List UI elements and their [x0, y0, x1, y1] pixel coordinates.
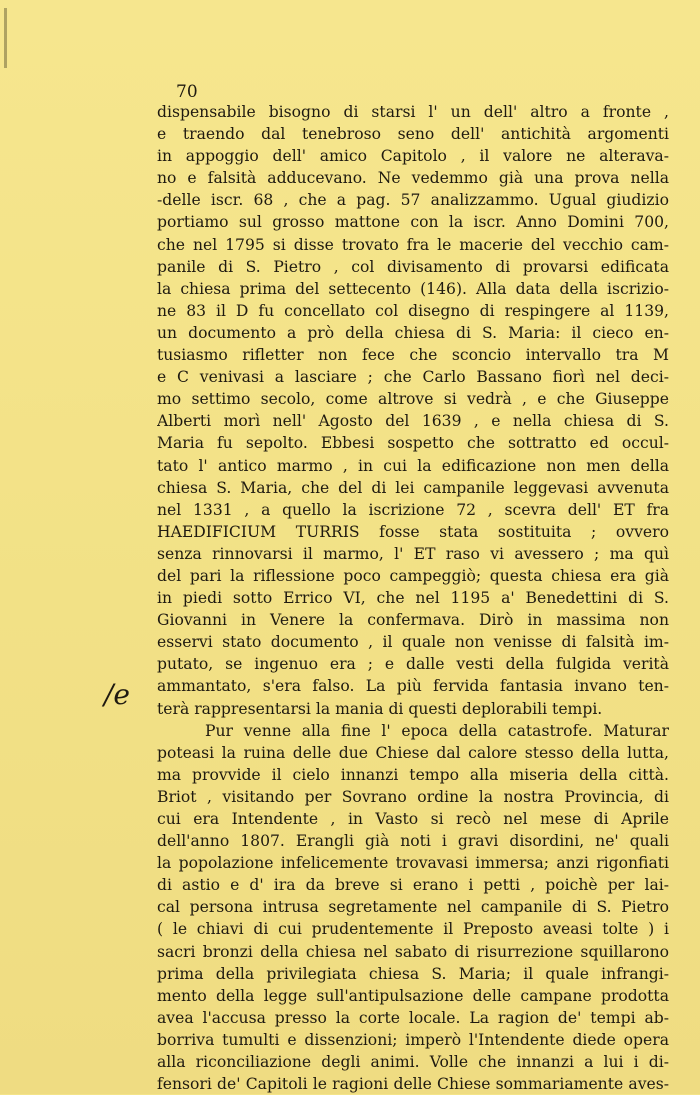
text-line: sacri bronzi della chiesa nel sabato di risurrezione squillarono	[157, 942, 669, 961]
text-line: putato, se ingenuo era ; e dalle vesti della fulgida verità	[157, 655, 669, 674]
text-line: fensori de' Capitoli le ragioni delle Chiese sommariamente aves-	[157, 1075, 669, 1094]
text-line: nel 1331 , a quello la iscrizione 72 , scevra dell' ET fra	[157, 500, 669, 519]
text-line: e C venivasi a lasciare ; che Carlo Bassano fiorì nel deci-	[157, 368, 669, 387]
text-line: tato l' antico marmo , in cui la edificazione non men della	[157, 456, 669, 475]
text-line: panile di S. Pietro , col divisamento di provarsi edificata	[157, 257, 669, 276]
text-line: portiamo sul grosso mattone con la iscr. Anno Domini 700,	[157, 213, 669, 232]
text-line: in appoggio dell' amico Capitolo , il valore ne alterava-	[157, 147, 669, 166]
text-line: Pur venne alla fine l' epoca della catastrofe. Maturar	[205, 721, 669, 740]
text-line: poteasi la ruina delle due Chiese dal calore stesso della lutta,	[157, 743, 669, 762]
text-line: prima della privilegiata chiesa S. Maria; il quale infrangi-	[157, 964, 669, 983]
text-line: no e falsità adducevano. Ne vedemmo già una prova nella	[157, 169, 669, 188]
page-edge-mark	[4, 8, 7, 68]
text-line: tusiasmo rifletter non fece che sconcio intervallo tra M	[157, 346, 669, 365]
text-line: che nel 1795 si disse trovato fra le macerie del vecchio cam-	[157, 235, 669, 254]
text-line: dell'anno 1807. Erangli già noti i gravi disordini, ne' quali	[157, 832, 669, 851]
text-line: chiesa S. Maria, che del di lei campanile leggevasi avvenuta	[157, 478, 669, 497]
text-line: in piedi sotto Errico VI, che nel 1195 a' Benedettini di S.	[157, 589, 669, 608]
text-line: ma provvide il cielo innanzi tempo alla miseria della città.	[157, 765, 669, 784]
text-line: del pari la riflessione poco campeggiò; questa chiesa era già	[157, 566, 669, 585]
text-line: esservi stato documento , il quale non venisse di falsità im-	[157, 633, 669, 652]
text-line: cui era Intendente , in Vasto si recò nel mese di Aprile	[157, 810, 669, 828]
text-line: alla riconciliazione degli animi. Volle che innanzi a lui i di-	[157, 1053, 669, 1072]
text-line: ne 83 il D fu concellato col disegno di respingere al 1139,	[157, 301, 669, 320]
text-line: borriva tumulti e dissenzioni; imperò l'Intendente diede opera	[157, 1030, 669, 1049]
text-line: terà rappresentarsi la mania di questi deplorabili tempi.	[157, 699, 603, 718]
body-text	[157, 101, 669, 1095]
text-line: dispensabile bisogno di starsi l' un dell' altro a fronte ,	[157, 103, 669, 121]
text-line: ( le chiavi di cui prudentemente il Preposto aveasi tolte ) i	[157, 920, 669, 939]
text-line: Alberti morì nell' Agosto del 1639 , e nella chiesa di S.	[157, 412, 669, 431]
text-line: Maria fu sepolto. Ebbesi sospetto che sottratto ed occul-	[157, 434, 669, 453]
page-number: 70	[176, 82, 198, 102]
text-line: la popolazione infelicemente trovavasi immersa; anzi rigonfiati	[157, 854, 669, 873]
text-line: e traendo dal tenebroso seno dell' antichità argomenti	[157, 125, 669, 144]
text-line: avea l'accusa presso la corte locale. La ragion de' tempi ab-	[157, 1008, 669, 1027]
text-line: ammantato, s'era falso. La più fervida fantasia invano ten-	[157, 677, 669, 696]
text-line: un documento a prò della chiesa di S. Maria: il cieco en-	[157, 323, 669, 342]
text-line: HAEDIFICIUM TURRIS fosse stata sostituita ; ovvero	[157, 522, 669, 541]
text-line: mento della legge sull'antipulsazione delle campane prodotta	[157, 986, 669, 1005]
text-line: -delle iscr. 68 , che a pag. 57 analizzammo. Ugual giudizio	[157, 191, 669, 210]
text-line: Giovanni in Venere la confermava. Dirò in massima non	[157, 611, 669, 630]
text-line: di astio e d' ira da breve si erano i petti , poichè per lai-	[157, 876, 669, 895]
text-line: la chiesa prima del settecento (146). Alla data della iscrizio-	[157, 279, 669, 298]
text-line: cal persona intrusa segretamente nel campanile di S. Pietro	[157, 898, 669, 917]
text-line: mo settimo secolo, come altrove si vedrà , e che Giuseppe	[157, 390, 669, 409]
margin-annotation: /e	[104, 678, 131, 711]
text-line: senza rinnovarsi il marmo, l' ET raso vi avessero ; ma quì	[157, 544, 669, 563]
text-line: Briot , visitando per Sovrano ordine la nostra Provincia, di	[157, 787, 669, 806]
